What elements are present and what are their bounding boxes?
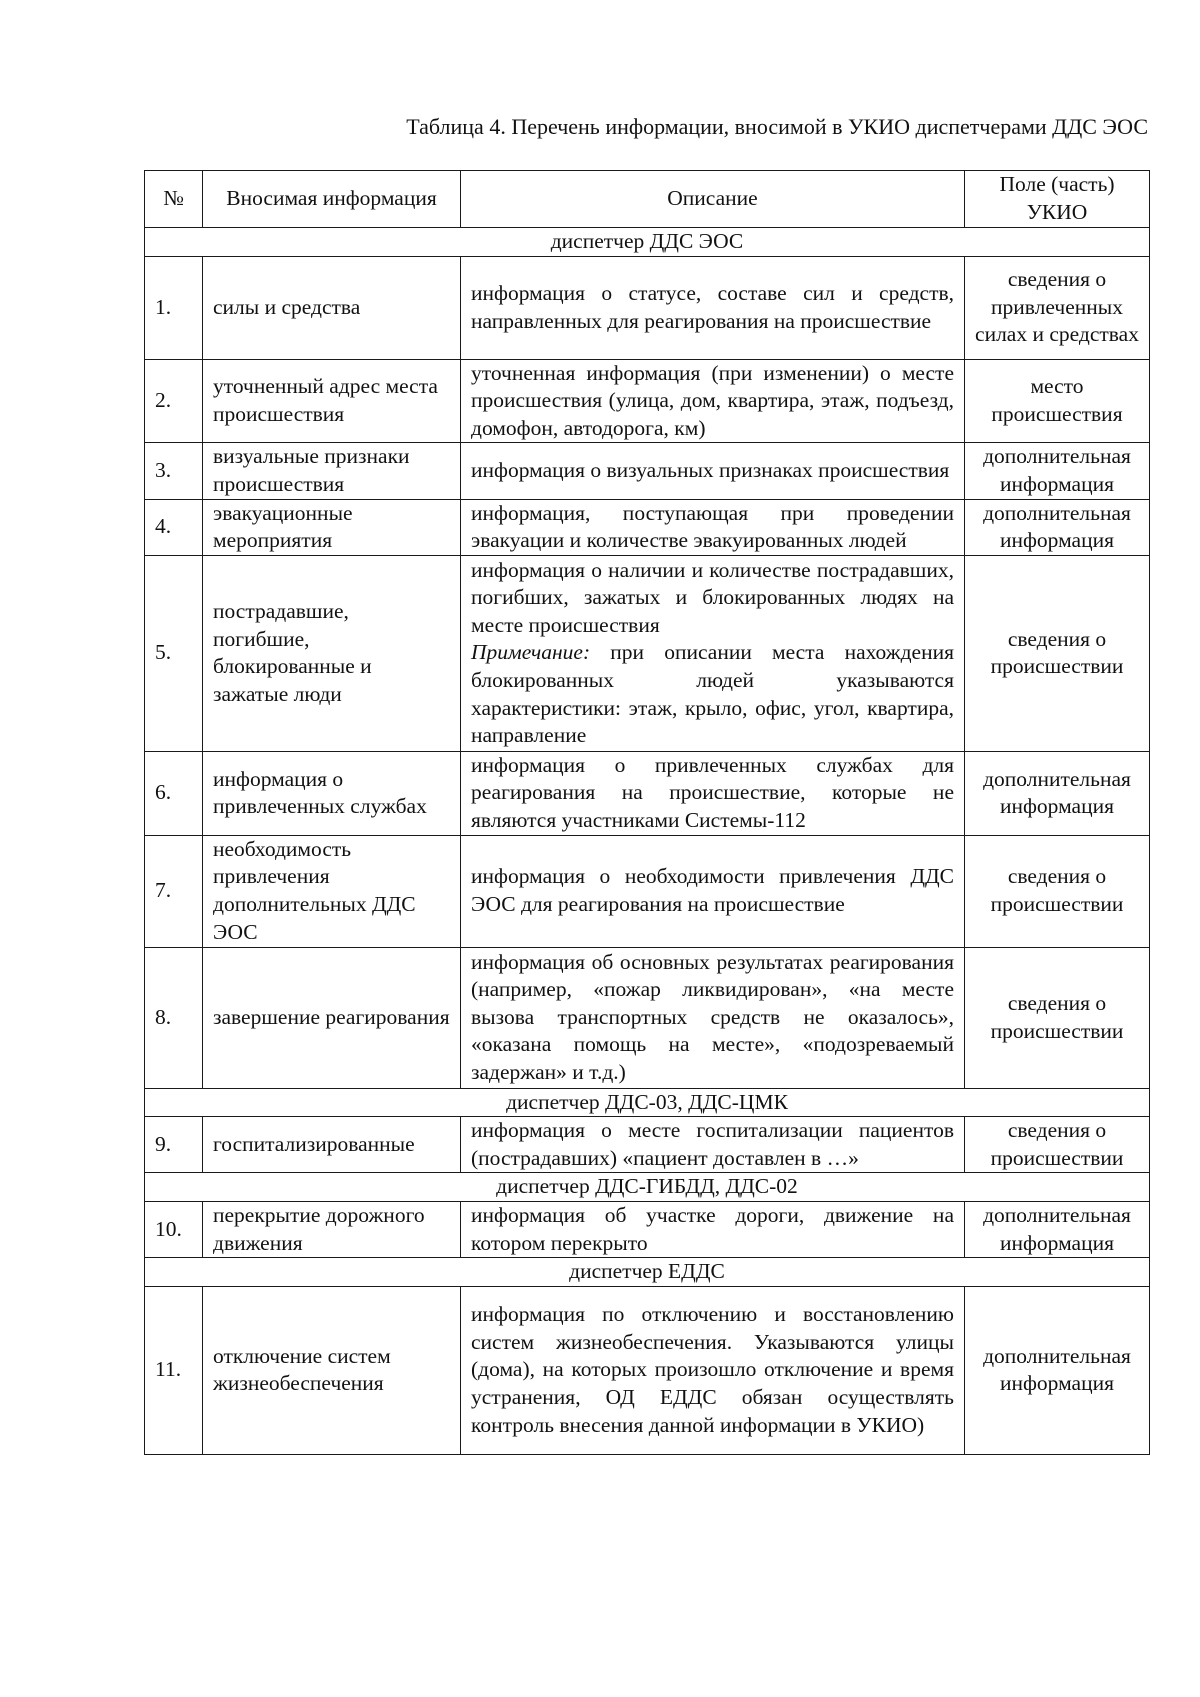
section-row — [145, 228, 1150, 257]
row-description: информация о привлеченных службах для реагирования на происшествие, которые не являются участниками Системы-112 — [461, 751, 965, 835]
section-title: диспетчер ЕДДС — [145, 1258, 1150, 1287]
row-number: 3. — [145, 443, 203, 499]
row-field: сведения о происшествии — [965, 555, 1150, 751]
row-description: информация о месте госпитализации пациентов (пострадавших) «пациент доставлен в …» — [461, 1117, 965, 1173]
row-description: информация по отключению и восстановлению систем жизнеобеспечения. Указываются улицы (дома), на которых произошло отключение и время устранения, ОД ЕДДС обязан осуществлять контроль внесения данной информации в УКИО) — [461, 1286, 965, 1454]
row-field: сведения о происшествии — [965, 1117, 1150, 1173]
row-field: место происшествия — [965, 359, 1150, 443]
row-description: информация о визуальных признаках происшествия — [461, 443, 965, 499]
row-field: дополнительная информация — [965, 1201, 1150, 1257]
row-description: уточненная информация (при изменении) о месте происшествия (улица, дом, квартира, этаж, подъезд, домофон, автодорога, км) — [461, 359, 965, 443]
row-info: необходимость привлечения дополнительных ДДС ЭОС — [203, 835, 461, 947]
row-description: информация о необходимости привлечения ДДС ЭОС для реагирования на происшествие — [461, 835, 965, 947]
row-info: силы и средства — [203, 256, 461, 359]
row-number: 2. — [145, 359, 203, 443]
row-description-text: информация о наличии и количестве пострадавших, погибших, зажатых и блокированных людях на месте происшествия — [471, 557, 954, 637]
table-row — [145, 499, 1150, 555]
row-description: информация об основных результатах реагирования (например, «пожар ликвидирован», «на месте вызова транспортных средств не оказалось», «оказана помощь на месте», «подозреваемый задержан» и т.д.) — [461, 947, 965, 1088]
row-number: 9. — [145, 1117, 203, 1173]
row-info: отключение систем жизнеобеспечения — [203, 1286, 461, 1454]
section-title: диспетчер ДДС ЭОС — [145, 228, 1150, 257]
section-title: диспетчер ДДС-ГИБДД, ДДС-02 — [145, 1173, 1150, 1202]
row-number: 7. — [145, 835, 203, 947]
row-number: 8. — [145, 947, 203, 1088]
row-info: пострадавшие, погибшие, блокированные и зажатые люди — [203, 555, 461, 751]
table-row — [145, 947, 1150, 1088]
table-row — [145, 256, 1150, 359]
row-info: завершение реагирования — [203, 947, 461, 1088]
header-description: Описание — [461, 171, 965, 228]
header-info: Вносимая информация — [203, 171, 461, 228]
row-number: 4. — [145, 499, 203, 555]
table-header-row — [145, 171, 1150, 228]
section-row — [145, 1173, 1150, 1202]
row-description: информация о статусе, составе сил и средств, направленных для реагирования на происшествие — [461, 256, 965, 359]
table-row — [145, 359, 1150, 443]
row-info: визуальные признаки происшествия — [203, 443, 461, 499]
row-field: дополнительная информация — [965, 443, 1150, 499]
row-field: сведения о происшествии — [965, 947, 1150, 1088]
header-num: № — [145, 171, 203, 228]
row-field: дополнительная информация — [965, 751, 1150, 835]
table-row — [145, 555, 1150, 751]
table-row — [145, 443, 1150, 499]
row-note-text: при описании места нахождения блокированных людей указываются характеристики: этаж, крыло, офис, угол, квартира, направление — [471, 640, 954, 748]
row-info: уточненный адрес места происшествия — [203, 359, 461, 443]
row-field: сведения о привлеченных силах и средствах — [965, 256, 1150, 359]
row-number: 6. — [145, 751, 203, 835]
row-field: дополнительная информация — [965, 499, 1150, 555]
header-field: Поле (часть) УКИО — [965, 171, 1150, 228]
row-info: перекрытие дорожного движения — [203, 1201, 461, 1257]
row-number: 11. — [145, 1286, 203, 1454]
row-info: эвакуационные мероприятия — [203, 499, 461, 555]
information-table — [144, 170, 1150, 1455]
row-description: информация об участке дороги, движение на котором перекрыто — [461, 1201, 965, 1257]
table-row — [145, 1117, 1150, 1173]
row-description — [461, 555, 965, 751]
section-title: диспетчер ДДС-03, ДДС-ЦМК — [145, 1088, 1150, 1117]
row-number: 10. — [145, 1201, 203, 1257]
section-row — [145, 1088, 1150, 1117]
table-caption: Таблица 4. Перечень информации, вносимой в УКИО диспетчерами ДДС ЭОС — [406, 114, 1148, 139]
row-number: 1. — [145, 256, 203, 359]
table-row — [145, 751, 1150, 835]
row-note-label: Примечание: — [471, 640, 591, 665]
row-field: дополнительная информация — [965, 1286, 1150, 1454]
table-row — [145, 1201, 1150, 1257]
row-info: госпитализированные — [203, 1117, 461, 1173]
row-info: информация о привлеченных службах — [203, 751, 461, 835]
row-description: информация, поступающая при проведении эвакуации и количестве эвакуированных людей — [461, 499, 965, 555]
table-row — [145, 835, 1150, 947]
row-number: 5. — [145, 555, 203, 751]
table-row — [145, 1286, 1150, 1454]
section-row — [145, 1258, 1150, 1287]
row-field: сведения о происшествии — [965, 835, 1150, 947]
